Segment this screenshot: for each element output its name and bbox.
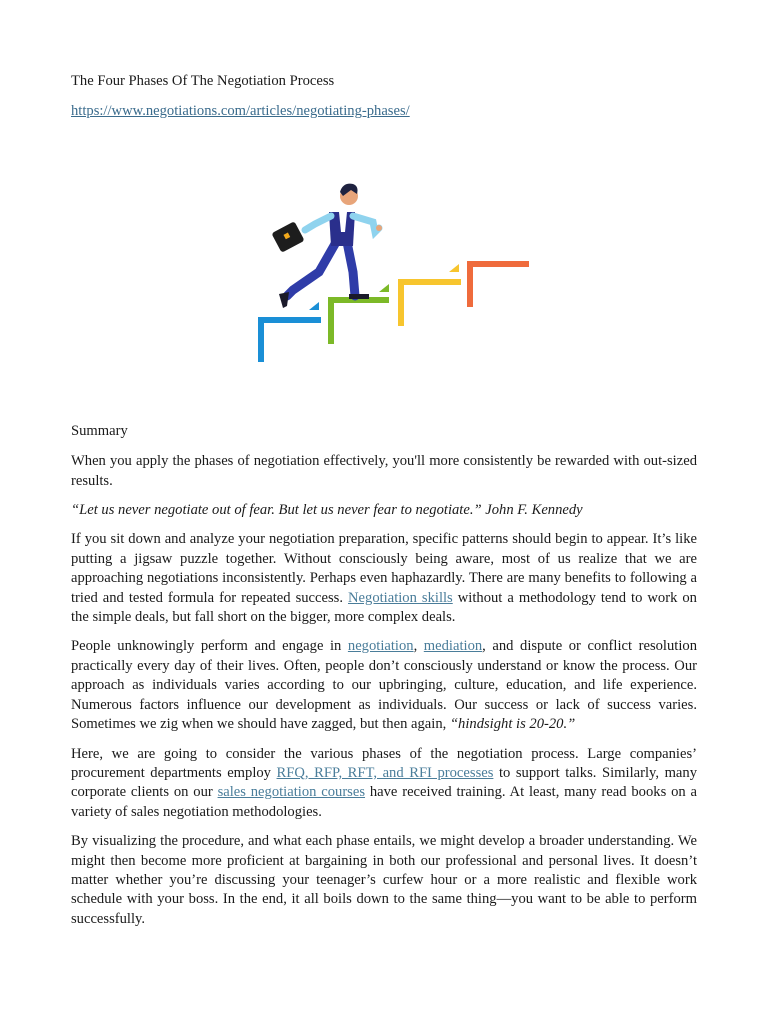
hindsight-quote: “hindsight is 20-20.”: [449, 716, 576, 733]
climbing-businessman-image: [257, 172, 547, 362]
step-arrow-yellow: [449, 264, 459, 272]
paragraph-text: have received training. At least, many read books on a variety of sales negotiation methodologies.: [71, 784, 697, 820]
businessman-figure: [271, 183, 382, 307]
paragraph-phases: [71, 745, 697, 823]
document-title: The Four Phases Of The Negotiation Process: [71, 73, 335, 89]
paragraph-text: without a methodology tend to work on the simple deals, but fall short on the bigger, more complex deals.: [71, 589, 697, 626]
paragraph-engagement: [71, 637, 697, 734]
stairs-illustration: [71, 122, 697, 422]
step-arrow-blue: [309, 302, 319, 310]
rfq-rfp-link[interactable]: RFQ, RFP, RFT, and RFI processes: [276, 764, 494, 781]
paragraph-intro: When you apply the phases of negotiation effectively, you'll more consistently be rewarded with out-sized results.: [71, 453, 697, 489]
quote-author: John F. Kennedy: [485, 502, 583, 519]
paragraph-text: If you sit down and analyze your negotiation preparation, specific patterns should begin to appear. It’s like putting a jigsaw puzzle together. Without consciously being aware, most of us realize that we are approaching negotiations inconsistently. Perhaps even haphazardly. There are many benefits to following a tried and tested formula for repeated success.: [71, 531, 697, 606]
mediation-link[interactable]: mediation: [423, 638, 483, 655]
summary-heading: Summary: [71, 422, 128, 439]
kennedy-quote: [71, 501, 697, 520]
step-arrow-green: [379, 284, 389, 292]
document-body: [71, 72, 697, 939]
quote-text: “Let us never negotiate out of fear. But let us never fear to negotiate.”: [71, 502, 482, 519]
sales-negotiation-courses-link[interactable]: sales negotiation courses: [217, 784, 366, 801]
source-url-link[interactable]: https://www.negotiations.com/articles/negotiating-phases/: [71, 103, 410, 120]
step-orange: [470, 264, 529, 307]
paragraph-text: , and dispute or conflict resolution practically every day of their lives. Often, people don’t consciously understand or know the process. Our approach as individuals varies according to our upbringing, culture, education, and life experience. Numerous factors influence our development as individuals. Our success or lack of success varies. Sometimes we zig when we should have zagged, but then again,: [71, 638, 697, 733]
paragraph-preparation: [71, 530, 697, 627]
paragraph-text: to support talks. Similarly, many corporate clients on our: [71, 764, 697, 801]
step-blue: [261, 320, 321, 362]
step-yellow: [401, 282, 461, 326]
paragraph-text: Here, we are going to consider the various phases of the negotiation process. Large companies’ procurement departments employ: [71, 745, 697, 781]
step-green: [331, 300, 389, 344]
negotiation-skills-link[interactable]: Negotiation skills: [348, 589, 453, 606]
paragraph-visualizing: By visualizing the procedure, and what each phase entails, we might develop a broader understanding. We might then become more proficient at bargaining in both our professional and personal lives. It doesn’t matter whether you’re discussing your teenager’s curfew hour or a more realistic and flexible work schedule with your boss. In the end, it all boils down to the same thing—you want to be able to perform successfully.: [71, 833, 697, 927]
paragraph-text: ,: [413, 638, 424, 655]
paragraph-text: People unknowingly perform and engage in: [71, 638, 348, 655]
negotiation-link[interactable]: negotiation: [347, 638, 414, 655]
source-url: [71, 102, 697, 121]
